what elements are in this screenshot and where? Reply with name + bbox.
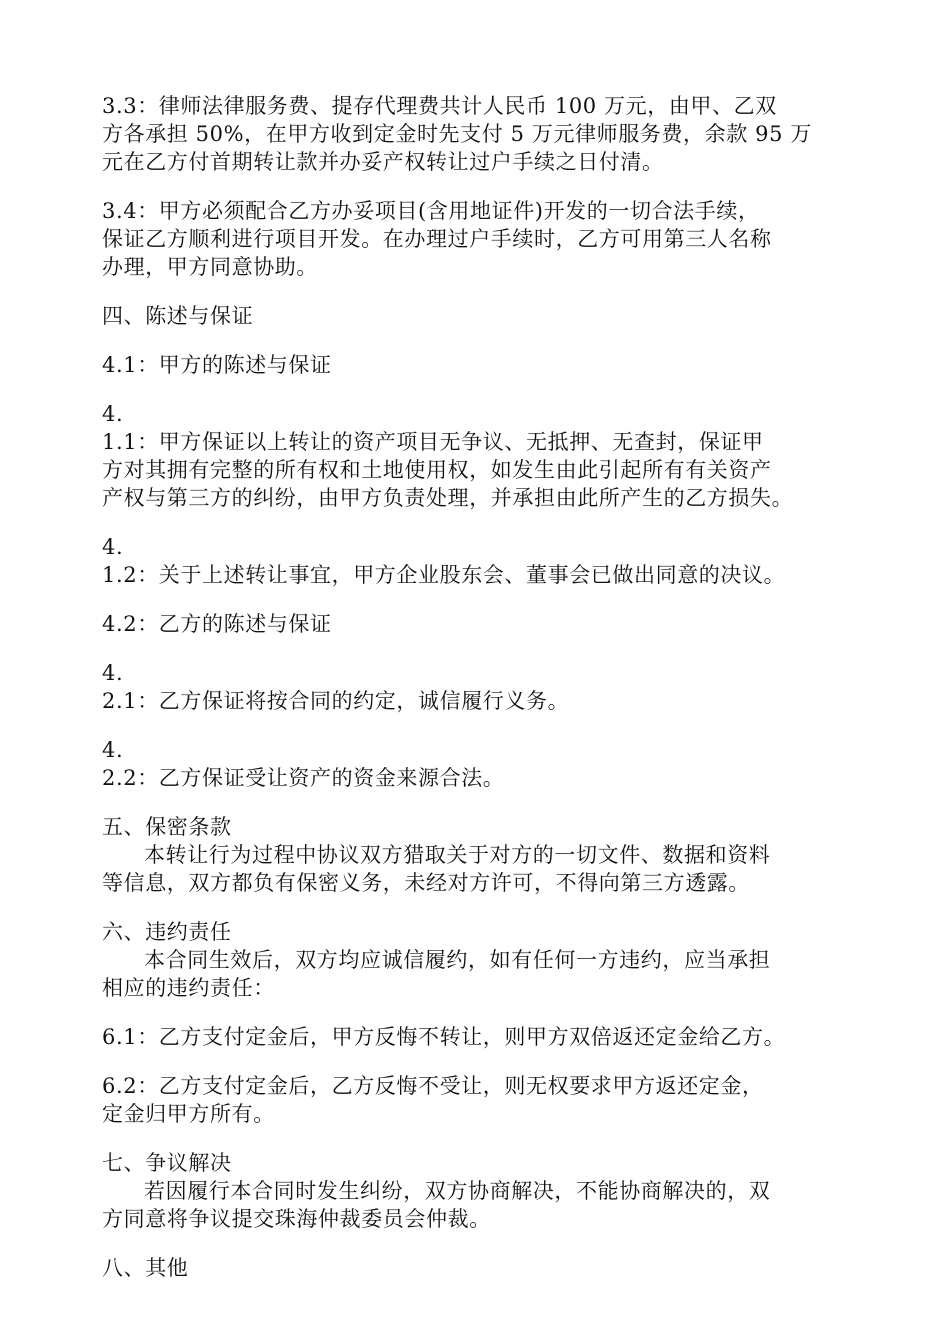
clause-3-4 [102,197,852,281]
heading-text: 四、陈述与保证 [102,304,254,328]
text-line: 4. [102,661,124,685]
text-line: 产权与第三方的纠纷，由甲方负责处理，并承担由此所产生的乙方损失。 [102,486,794,510]
clause-4-1-2 [102,533,852,589]
clause-3-3 [102,92,852,176]
heading-text: 八、其他 [102,1256,189,1280]
clause-6-2 [102,1072,852,1128]
text-line: 本合同生效后，双方均应诚信履约，如有任何一方违约，应当承担 [144,948,771,972]
subsection-heading-4-1 [102,351,852,379]
text-line: 方同意将争议提交珠海仲裁委员会仲裁。 [102,1207,491,1231]
heading-text: 六、违约责任 [102,920,232,944]
text-line: 定金归甲方所有。 [102,1102,275,1126]
text-line: 元在乙方付首期转让款并办妥产权转让过户手续之日付清。 [102,150,664,174]
heading-text: 4.2：乙方的陈述与保证 [102,612,332,636]
section-7-dispute [102,1149,852,1233]
text-line: 4. [102,738,124,762]
clause-6-1 [102,1023,852,1051]
text-line: 若因履行本合同时发生纠纷，双方协商解决，不能协商解决的，双 [144,1179,771,1203]
heading-text: 五、保密条款 [102,815,232,839]
text-line: 办理，甲方同意协助。 [102,255,318,279]
text-line: 方对其拥有完整的所有权和土地使用权，如发生由此引起所有有关资产 [102,458,772,482]
heading-text: 七、争议解决 [102,1151,232,1175]
text-line: 方各承担 50%，在甲方收到定金时先支付 5 万元律师服务费，余款 95 万 [102,122,812,146]
text-line: 3.3：律师法律服务费、提存代理费共计人民币 100 万元，由甲、乙双 [102,94,777,118]
text-line: 2.2：乙方保证受让资产的资金来源合法。 [102,766,505,790]
text-line: 1.1：甲方保证以上转让的资产项目无争议、无抵押、无查封，保证甲 [102,430,764,454]
text-line: 2.1：乙方保证将按合同的约定，诚信履行义务。 [102,689,570,713]
section-heading-8 [102,1254,852,1282]
text-line: 6.1：乙方支付定金后，甲方反悔不转让，则甲方双倍返还定金给乙方。 [102,1025,786,1049]
clause-4-2-2 [102,736,852,792]
text-line: 本转让行为过程中协议双方猎取关于对方的一切文件、数据和资料 [144,843,771,867]
subsection-heading-4-2 [102,610,852,638]
clause-4-2-1 [102,659,852,715]
heading-text: 4.1：甲方的陈述与保证 [102,353,332,377]
section-6-liability [102,918,852,1002]
text-line: 1.2：关于上述转让事宜，甲方企业股东会、董事会已做出同意的决议。 [102,563,786,587]
section-heading-4 [102,302,852,330]
document-page [102,92,852,1303]
text-line: 4. [102,402,124,426]
section-5-confidentiality [102,813,852,897]
text-line: 等信息，双方都负有保密义务，未经对方许可，不得向第三方透露。 [102,871,750,895]
text-line: 相应的违约责任： [102,976,275,1000]
text-line: 6.2：乙方支付定金后，乙方反悔不受让，则无权要求甲方返还定金， [102,1074,764,1098]
clause-4-1-1 [102,400,852,512]
text-line: 3.4：甲方必须配合乙方办妥项目(含用地证件)开发的一切合法手续， [102,199,760,223]
text-line: 4. [102,535,124,559]
text-line: 保证乙方顺利进行项目开发。在办理过户手续时，乙方可用第三人名称 [102,227,772,251]
